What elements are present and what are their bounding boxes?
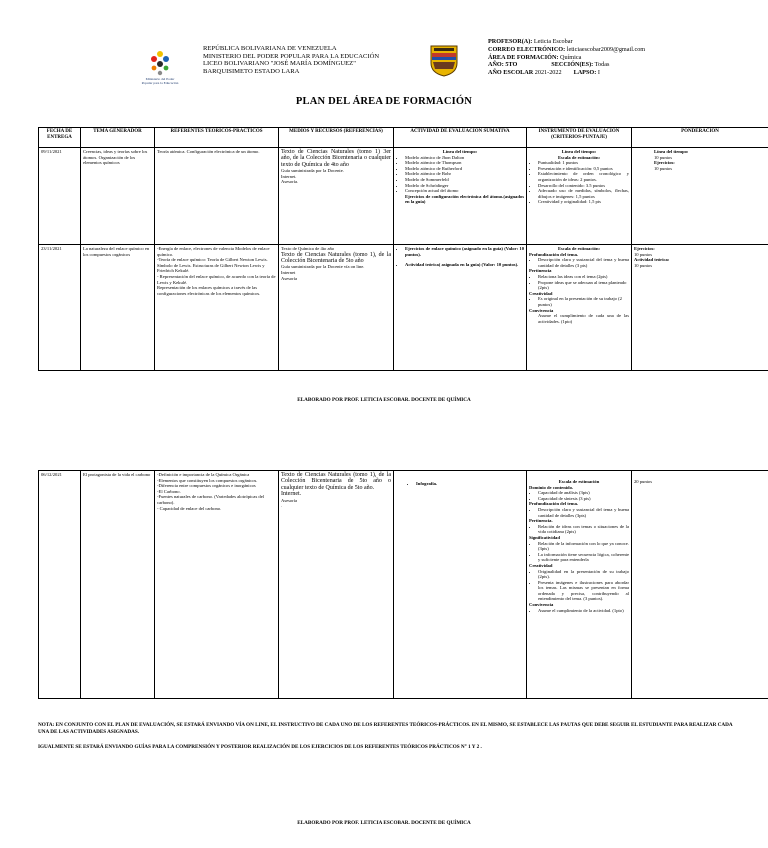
list-item: • Modelo atómico de Jhon Dalton xyxy=(405,155,524,161)
resource-item: Guía suministrada por la Docente. xyxy=(281,168,344,174)
col-header-references: REFERENTES TEORICOS-PRACTICOS xyxy=(155,128,279,148)
instrument-heading: Creatividad xyxy=(529,290,553,296)
year-label: AÑO: 5TO xyxy=(488,61,518,69)
list-item: • Ejercicios de enlace químico (asignado en la guía) (Valor: 10 puntos). xyxy=(405,246,524,257)
teacher-info xyxy=(488,38,645,77)
resource-main: Texto de Ciencias Naturales (tomo 1) 3er año, de la Colección Bicentenaria o cualquier texto de Química de 4to año xyxy=(281,149,391,168)
row-weight xyxy=(632,245,768,371)
school-year-value: 2021-2022 xyxy=(534,69,562,77)
instrument-heading: Dominio de contenido. xyxy=(529,484,574,490)
institution-line: REPÚBLICA BOLIVARIANA DE VENEZUELA xyxy=(203,45,337,52)
instrument-heading: Profundización del tema. xyxy=(529,501,579,507)
weight-value: 10 puntos xyxy=(654,154,672,160)
teacher-value: Leticia Escobar xyxy=(533,38,573,45)
list-item: • Concepción actual del átomo xyxy=(405,188,524,194)
reference-item: -Diferencia entre compuestos orgánicos e inorgánicos xyxy=(157,483,256,489)
resource-main: Texto de Ciencias Naturales (tomo 1), de la Colección Bicentenaria de 5to año xyxy=(281,251,391,264)
instrument-heading: Significatividad xyxy=(529,534,560,540)
reference-item: - Capacidad de enlace del carbono. xyxy=(157,505,222,511)
list-item: • Actividad teórica( asignada en la guía) (Valor: 10 puntos). xyxy=(405,262,524,268)
ministry-logo xyxy=(140,45,182,95)
list-item: • Puntualidad: 1 puntos xyxy=(538,160,629,166)
resource-main: Texto de Ciencias Naturales (tomo 1), de la Colección Bicentenaria de 5to año o cualquier texto de Química de 5to año. xyxy=(281,472,391,491)
instrument-text: Asume el cumplimiento de cada una de las actividades. (1pto) xyxy=(538,313,629,324)
row-topic: Creencias, ideas y teorías sobre los átomos. Organización de los elementos químicos xyxy=(81,148,155,245)
weight-label: Ejercicios: xyxy=(654,160,675,166)
col-header-topic: TEMA GENERADOR xyxy=(81,128,155,148)
list-item: • Descripción clara y sustancial del tema y buena cantidad de detalles (3pts) xyxy=(538,507,629,518)
reference-item: - Representación del enlace químico, de acuerdo con la teoría de Lewis y Kekulé. xyxy=(157,273,276,285)
instrument-heading: Profundización del tema. xyxy=(529,251,579,257)
table-row xyxy=(39,245,768,371)
reference-item: -Fuentes naturales de carbono. (Variedades alotrópicas del carbono). xyxy=(157,494,265,505)
instrument-heading: Pertinencia. xyxy=(529,518,553,524)
reference-item: -Elementos que constituyen los compuestos orgánicos. xyxy=(157,477,258,483)
resource-item: Internet. xyxy=(281,491,302,498)
note-guides: IGUALMENTE SE ESTARÁ ENVIANDO GUÍAS PARA LA COMPRENSIÓN Y POSTERIOR REALIZACIÓN DE LOS EJERCICIOS DE LOS REFERENTES TEÓRICOS PRÁCTICOS N° 1 Y 2 . xyxy=(38,744,482,750)
resource-item: Internet. xyxy=(281,173,297,179)
instrument-title: Escala de estimación: xyxy=(557,246,601,251)
reference-item: -El Carbono. xyxy=(157,488,181,494)
instrument-title: Escala de estimación xyxy=(558,479,600,484)
list-item: • Capacidad de síntesis (3 pts) xyxy=(538,496,629,502)
list-item: • Modelo de Schrödinger xyxy=(405,183,524,189)
resource-item: . xyxy=(281,503,283,509)
ministry-emblem-icon xyxy=(140,45,180,77)
list-item: • Modelo atómico de Thompson xyxy=(405,160,524,166)
list-item: • Desarrollo del contenido: 3.5 puntos xyxy=(538,183,629,189)
plan-table-page-1 xyxy=(38,127,768,371)
row-resources xyxy=(279,148,394,245)
list-item: • Presenta imágenes e ilustraciones para abordar los temas. Las mismas se presentan en forma ordenada y precisa, contribuyendo al entendimiento del tema. (3 puntos). xyxy=(538,580,629,602)
resource-item: Internet xyxy=(281,270,296,275)
activity-title: Línea del tiempo: xyxy=(442,149,478,154)
weight-label: Línea del tiempo: xyxy=(654,149,689,154)
col-header-date: FECHA DE ENTREGA xyxy=(39,128,81,148)
weight-value: 10 puntos xyxy=(654,165,672,171)
reference-item: -Definición e importancia de la Química Orgánica xyxy=(157,472,250,477)
ministry-logo-caption: Ministerio del Poder Popular para la Educación xyxy=(141,77,179,85)
teacher-label: PROFESOR(A): xyxy=(488,38,533,45)
resource-item: Asesoría xyxy=(281,275,298,281)
list-item: • Modelo atómico de Rutherford xyxy=(405,166,524,172)
row-instrument xyxy=(527,471,632,699)
list-item: • Descripción clara y sustancial del tema y buena cantidad de detalles (3 pts) xyxy=(538,257,629,268)
activity-extra: Ejercicios de configuración electrónica del átomo.(asignados en la guía) xyxy=(405,193,524,205)
list-item: • Modelo atómico de Bohr xyxy=(405,171,524,177)
row-date: 06/12/2021 xyxy=(39,471,81,699)
resource-item: Asesoría. xyxy=(281,179,299,185)
resource-item: Guía suministrada por la Docente vía on line. xyxy=(281,264,365,270)
institution-line: MINISTERIO DEL PODER POPULAR PARA LA EDUCACIÓN xyxy=(203,52,380,60)
row-activity xyxy=(394,471,527,699)
row-references: Teoría atómica. Configuración electrónica de un átomo. xyxy=(155,148,279,245)
row-instrument xyxy=(527,245,632,371)
note-online-instructive: NOTA: EN CONJUNTO CON EL PLAN DE EVALUACIÓN, SE ESTARÁ ENVIANDO VÍA ON LINE, EL INSTRUCTIVO DE CADA UNO DE LOS REFERENTES TEÓRICOS-PRÁCTICOS. EN EL MISMO, SE ESTABLECE LAS PAUTAS QUE DEBE SEGUIR EL ESTUDIANTE PARA REALIZAR CADA UNA DE LAS ACTIVIDADES ASIGNADAS. xyxy=(38,722,733,735)
footer-credit: ELABORADO POR PROF. LETICIA ESCOBAR. DOCENTE DE QUÍMICA xyxy=(297,397,471,403)
instrument-title: Línea del tiempo: xyxy=(561,149,597,154)
row-instrument xyxy=(527,148,632,245)
weight-value: 10 puntos xyxy=(634,251,652,257)
weight-label: Ejercicios: xyxy=(634,246,655,251)
list-item: • Relación de la información con lo que ya conoce. (3pts) xyxy=(538,541,629,552)
email-value: leticiaescobar2009@gmail.com xyxy=(566,45,646,53)
area-value: Química xyxy=(560,53,582,61)
row-weight xyxy=(632,148,768,245)
instrument-heading: Convivencia xyxy=(529,602,554,608)
list-item: • Capacidad de análisis (3pts) xyxy=(538,490,629,496)
sections-label: SECCIÓN(ES): xyxy=(551,61,594,69)
col-header-weight: PONDERACION xyxy=(632,128,768,148)
list-item: • Es original en la presentación de su trabajo (2 puntos) xyxy=(538,296,629,307)
row-resources xyxy=(279,471,394,699)
sections-value: Todas xyxy=(594,61,610,69)
plan-table-page-2 xyxy=(38,470,768,699)
table-row xyxy=(39,148,768,245)
row-date: 23/11/2021 xyxy=(39,245,81,371)
page-title: PLAN DEL ÁREA DE FORMACIÓN xyxy=(295,96,473,107)
institution-line: LICEO BOLIVARIANO "JOSÉ MARÍA DOMÍNGUEZ" xyxy=(203,60,356,68)
list-item: • Modelo de Sommerfeld xyxy=(405,177,524,183)
list-item: • Creatividad y originalidad: 1,5 pts xyxy=(538,199,629,205)
weight-label: Actividad teórica: xyxy=(634,257,670,263)
reference-item: Representación de los enlaces químicos a través de las configuraciones electrónicas de los elementos químicos. xyxy=(157,285,261,296)
list-item: • Asume el cumplimiento de la actividad. (1pto) xyxy=(538,608,629,614)
weight-value: 20 puntos xyxy=(634,479,652,484)
resource-top: Texto de Química de 4to año xyxy=(281,246,335,251)
row-resources xyxy=(279,245,394,371)
row-date: 09/11/2021 xyxy=(39,148,81,245)
reference-item: -Teoría de enlace químico: Teoría de Gilbert Newton Lewis. Símbolo de Lewis. Estructuras de Gilbert Newton Lewis y Friedrich Kekulé. xyxy=(157,257,268,274)
row-weight xyxy=(632,471,768,699)
weight-value: 10 puntos xyxy=(634,262,652,268)
area-label: ÁREA DE FORMACIÓN: xyxy=(488,53,559,61)
list-item: • Adecuado uso de medidas, símbolos, flechas, dibujos e imágenes: 1,5 puntos xyxy=(538,188,629,199)
list-item: • Infografía. xyxy=(416,481,524,487)
instrument-subtitle: Escala de estimación: xyxy=(557,154,601,160)
school-year-label: AÑO ESCOLAR xyxy=(488,69,534,77)
row-activity xyxy=(394,245,527,371)
lapse-label: LAPSO: xyxy=(573,69,597,77)
school-crest-icon xyxy=(430,45,458,77)
footer-credit: ELABORADO POR PROF. LETICIA ESCOBAR. DOCENTE DE QUÍMICA xyxy=(297,820,471,826)
row-references xyxy=(155,245,279,371)
list-item: • Relaciona las ideas con el tema (2pts) xyxy=(538,274,629,280)
instrument-heading: Creatividad xyxy=(529,562,553,568)
table-row xyxy=(39,471,768,699)
school-crest xyxy=(430,45,458,77)
row-topic: La naturaleza del enlace químico en los compuestos orgánicos xyxy=(81,245,155,371)
list-item: • Originalidad en la presentación de su trabajo (2pts). xyxy=(538,569,629,580)
row-activity xyxy=(394,148,527,245)
col-header-activity: ACTIVIDAD DE EVALUACION SUMATIVA xyxy=(394,128,527,148)
instrument-heading: Pertinencia xyxy=(529,268,552,274)
col-header-instrument: INSTRUMENTO DE EVALUACION (CRITERIOS-PUNTAJE) xyxy=(527,128,632,148)
lapse-value: I xyxy=(597,69,600,77)
list-item: • La información tiene secuencia lógica, coherente y suficiente para entenderla xyxy=(538,552,629,563)
list-item: • Relación de ideas con temas o situaciones de la vida cotidiana (2pts) xyxy=(538,524,629,535)
institution-line: BARQUISIMETO ESTADO LARA xyxy=(203,67,300,75)
resource-item: Asesoría xyxy=(281,497,298,503)
list-item: • Establecimiento de orden cronológico y organización de ideas: 2 puntos. xyxy=(538,171,629,182)
institution-block xyxy=(203,45,379,75)
list-item: • Propone ideas que se adecuan al tema planteado (2pts) xyxy=(538,280,629,291)
row-topic: El protagonista de la vida el carbono xyxy=(81,471,155,699)
row-references xyxy=(155,471,279,699)
reference-item: -Energía de enlace, electrones de valencia Modelos de enlace químico. xyxy=(157,246,270,257)
instrument-heading: Convivencia xyxy=(529,307,554,313)
col-header-resources: MEDIOS Y RECURSOS (REFERENCIAS) xyxy=(279,128,394,148)
email-label: CORREO ELECTRÓNICO: xyxy=(488,45,566,53)
list-item: • Presentación e identificación: 0,5 puntos xyxy=(538,166,629,172)
